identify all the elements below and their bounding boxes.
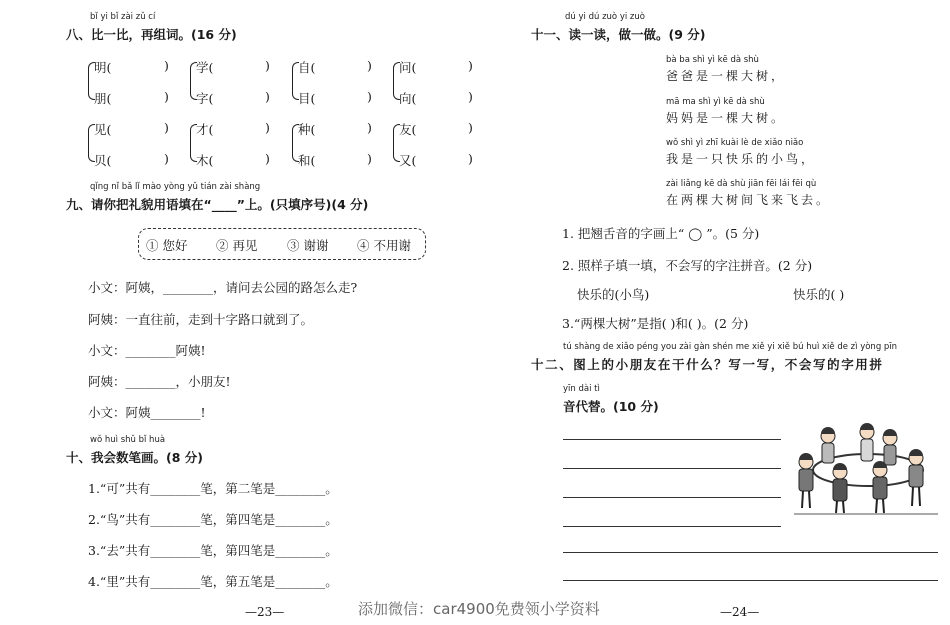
word-cell: 木(: [196, 153, 214, 168]
paren: ): [367, 120, 372, 135]
paren: ): [468, 89, 473, 104]
writing-line[interactable]: [563, 497, 781, 498]
word-cell: 朋(: [94, 91, 112, 106]
q2-example: 快乐的(小鸟): [577, 287, 650, 302]
paren: ): [367, 151, 372, 166]
paren: ): [265, 151, 270, 166]
page-number: —23—: [245, 605, 285, 619]
paren: ): [468, 58, 473, 73]
dialogue-line: 小文：________阿姨!: [88, 343, 206, 358]
paren: ): [164, 89, 169, 104]
s12-pinyin-2: yīn dài tì: [563, 384, 600, 394]
s10-title: 十、我会数笔画。(8 分): [66, 450, 203, 465]
writing-line[interactable]: [563, 439, 781, 440]
s11-pinyin: dú yi dú zuò yi zuò: [565, 12, 645, 22]
writing-line[interactable]: [563, 526, 781, 527]
option: ③ 谢谢: [287, 238, 329, 253]
word-cell: 问(: [399, 60, 417, 75]
dialogue-line: 小文：阿姨________!: [88, 405, 206, 420]
poem-pinyin: bà ba shì yì kē dà shù: [666, 55, 759, 65]
question-3: 3.“两棵大树”是指( )和( )。(2 分): [562, 316, 749, 331]
s8-pinyin: bǐ yi bǐ zài zǔ cí: [90, 12, 156, 22]
paren: ): [367, 58, 372, 73]
s11-title: 十一、读一读，做一做。(9 分): [531, 27, 706, 42]
word-cell: 见(: [94, 122, 112, 137]
stroke-item: 4.“里”共有________笔，第五笔是________。: [88, 574, 338, 589]
page-number: —24—: [720, 605, 760, 619]
word-cell: 明(: [94, 60, 112, 75]
s8-title: 八、比一比，再组词。(16 分): [66, 27, 237, 42]
poem-line: 在两棵大树间飞来飞去。: [666, 193, 832, 207]
option: ① 您好: [146, 238, 188, 253]
paren: ): [468, 120, 473, 135]
word-cell: 贝(: [94, 153, 112, 168]
q2-blank: 快乐的( ): [793, 287, 845, 302]
paren: ): [265, 89, 270, 104]
word-cell: 向(: [399, 91, 417, 106]
word-cell: 友(: [399, 122, 417, 137]
word-cell: 自(: [298, 60, 316, 75]
question-2: 2. 照样子填一填，不会写的字注拼音。(2 分): [562, 258, 813, 273]
poem-pinyin: wǒ shì yì zhī kuài lè de xiǎo niǎo: [666, 138, 804, 148]
word-cell: 和(: [298, 153, 316, 168]
s9-pinyin: qǐng nǐ bǎ lǐ mào yòng yǔ tián zài shàng: [90, 182, 261, 192]
paren: ): [164, 120, 169, 135]
s12-title: 十二、图上的小朋友在干什么？写一写，不会写的字用拼: [531, 357, 884, 372]
paren: ): [164, 151, 169, 166]
writing-line[interactable]: [563, 552, 938, 553]
dialogue-line: 阿姨：________，小朋友!: [88, 374, 231, 389]
stroke-item: 1.“可”共有________笔，第二笔是________。: [88, 481, 338, 496]
option: ④ 不用谢: [357, 238, 411, 253]
word-cell: 字(: [196, 91, 214, 106]
poem-line: 妈妈是一棵大树。: [666, 111, 787, 125]
word-cell: 才(: [196, 122, 214, 137]
option: ② 再见: [216, 238, 258, 253]
dialogue-line: 小文：阿姨，________，请问去公园的路怎么走?: [88, 280, 358, 295]
poem-pinyin: mā ma shì yì kē dà shù: [666, 97, 765, 107]
paren: ): [468, 151, 473, 166]
writing-line[interactable]: [563, 468, 781, 469]
word-cell: 目(: [298, 91, 316, 106]
word-cell: 学(: [196, 60, 214, 75]
s12-pinyin: tú shàng de xiǎo péng you zài gàn shén me xiě yi xiě bú huì xiě de zì yòng pīn: [563, 342, 898, 352]
paren: ): [164, 58, 169, 73]
poem-pinyin: zài liǎng kē dà shù jiān fēi lái fēi qù: [666, 179, 817, 189]
word-cell: 又(: [399, 153, 417, 168]
watermark-text: 添加微信：car4900免费领小学资料: [358, 600, 600, 618]
s12-title-2: 音代替。(10 分): [563, 399, 659, 414]
poem-line: 爸爸是一棵大树，: [666, 69, 787, 83]
question-1: 1. 把翘舌音的字画上“ ◯ ”。(5 分): [562, 226, 760, 241]
stroke-item: 2.“鸟”共有________笔，第四笔是________。: [88, 512, 338, 527]
paren: ): [367, 89, 372, 104]
stroke-item: 3.“去”共有________笔，第四笔是________。: [88, 543, 338, 558]
dialogue-line: 阿姨：一直往前，走到十字路口就到了。: [88, 312, 314, 327]
s10-pinyin: wǒ huì shǔ bǐ huà: [90, 435, 166, 445]
paren: ): [265, 120, 270, 135]
word-cell: 种(: [298, 122, 316, 137]
children-circle-illustration: [794, 420, 938, 516]
writing-line[interactable]: [563, 580, 938, 581]
poem-line: 我是一只快乐的小鸟，: [666, 152, 817, 166]
s9-title: 九、请你把礼貌用语填在“____”上。(只填序号)(4 分): [66, 197, 369, 212]
paren: ): [265, 58, 270, 73]
